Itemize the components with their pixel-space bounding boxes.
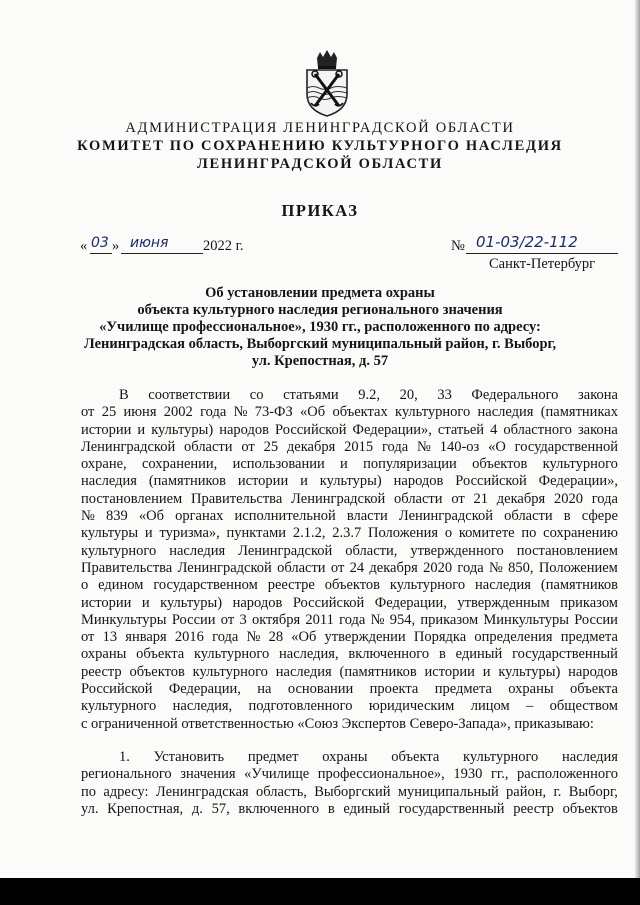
body-word: Российской — [275, 421, 347, 438]
body-word: охране, — [81, 456, 127, 473]
body-word: Правительства — [81, 559, 173, 576]
body-word: № — [417, 438, 431, 455]
body-word: народов — [219, 421, 269, 438]
date-day-handwritten: 03 — [91, 235, 109, 251]
body-word: Российской — [81, 681, 153, 698]
body-word: приказом — [420, 611, 479, 628]
body-line — [81, 422, 618, 439]
body-word: культуры) — [319, 473, 382, 490]
body-word: пунктами — [226, 525, 287, 542]
date-open-quote: « — [80, 238, 88, 254]
body-word: областного — [503, 421, 572, 438]
body-word: объектов — [324, 577, 381, 594]
date-year: 2022 г. — [203, 238, 244, 254]
body-word: от — [451, 490, 465, 507]
header-region: ЛЕНИНГРАДСКОЙ ОБЛАСТИ — [197, 156, 443, 172]
body-word: 2011 — [305, 611, 334, 628]
body-word: наследия, — [279, 646, 339, 663]
body-word: Федерации, — [374, 594, 447, 611]
body-word: «Училище — [244, 766, 310, 783]
body-word: статьей — [437, 421, 485, 438]
body-word: власти — [346, 508, 388, 525]
body-word: утвержденного — [410, 542, 504, 559]
body-word: истории — [424, 663, 475, 680]
title-line: «Училище профессиональное», 1930 гг., расположенного по адресу: — [99, 319, 541, 335]
date-close-quote: » — [112, 238, 120, 254]
body-word: истории — [237, 473, 289, 490]
body-word: сфере — [581, 508, 618, 525]
body-word: Установить — [153, 748, 225, 765]
body-word: туризма», — [159, 525, 220, 542]
body-line — [81, 560, 618, 577]
body-word: № — [246, 629, 261, 646]
body-line — [81, 491, 618, 508]
body-word: о — [444, 525, 453, 542]
body-word: приказом — [560, 594, 618, 611]
body-word: охраны — [322, 748, 368, 765]
body-word: обществом — [549, 698, 618, 715]
body-line — [81, 664, 618, 681]
body-word: Минкультуры — [81, 611, 167, 628]
body-word: 954, — [389, 611, 416, 628]
body-word: Крепостная, — [107, 800, 184, 817]
body-word: д. — [191, 800, 203, 817]
body-word: 33 — [437, 387, 452, 403]
body-word: район, — [506, 783, 547, 800]
body-word: Выборгский — [314, 783, 391, 800]
body-word: декабря — [496, 490, 546, 507]
body-word: В — [119, 387, 129, 403]
body-word: культуры) — [151, 421, 214, 438]
body-word: о — [81, 577, 89, 594]
body-word: от — [81, 629, 95, 646]
body-line: с ограниченной ответственностью «Союз Экспертов Северо-Запада», приказываю: — [81, 715, 594, 732]
body-word: по — [81, 783, 97, 800]
title-line: ул. Крепостная, д. 57 — [251, 353, 389, 369]
body-word: предмета — [560, 629, 618, 646]
body-word: охраны — [81, 646, 127, 663]
body-word: – — [526, 698, 534, 715]
body-word: на — [257, 681, 272, 698]
body-word: от — [241, 438, 255, 455]
body-word: ул. — [81, 800, 99, 817]
body-word: 57, — [211, 800, 230, 817]
body-word: лицом — [470, 698, 510, 715]
body-word: 2020 — [553, 490, 583, 507]
scan-edge-shadow — [634, 0, 640, 878]
body-word: 20, — [399, 387, 418, 403]
body-line — [81, 766, 618, 783]
body-word: года — [381, 438, 409, 455]
body-line — [81, 681, 618, 698]
body-word: России — [171, 611, 216, 628]
body-word: наследия — [169, 542, 226, 559]
body-word: Положением — [538, 559, 618, 576]
body-word: Выборг, — [568, 783, 618, 800]
body-line — [81, 595, 618, 612]
body-word: проекта — [369, 681, 419, 698]
body-word: культурного — [394, 404, 471, 421]
body-word: Российской — [455, 473, 527, 490]
body-word: Ленинградская — [155, 783, 249, 800]
body-word: Ленинградской — [398, 508, 494, 525]
body-word: и — [144, 525, 153, 542]
body-word: Порядка — [413, 629, 467, 646]
order-number-sign: № — [451, 238, 465, 254]
body-word: муниципальный — [397, 783, 499, 800]
body-word: 13 — [102, 629, 118, 646]
body-line — [81, 404, 618, 421]
body-word: года — [212, 629, 239, 646]
body-word: объектов — [129, 663, 185, 680]
body-word: определения — [474, 629, 553, 646]
body-word: от — [220, 611, 235, 628]
body-word: культурного — [81, 542, 157, 559]
body-word: наследия — [562, 748, 618, 765]
body-word: популяризации — [363, 456, 457, 473]
body-word: 850, — [508, 559, 534, 576]
body-word: культурного — [389, 577, 466, 594]
place-of-issue: Санкт-Петербург — [489, 256, 596, 272]
body-word: культуры — [81, 525, 139, 542]
body-word: № — [81, 508, 95, 525]
order-number-handwritten: 01-03/22-112 — [476, 233, 578, 251]
body-word: области — [394, 490, 443, 507]
body-word: статьями — [283, 387, 339, 403]
body-word: (памятников — [339, 663, 417, 680]
body-line — [81, 473, 618, 490]
body-word: 25 — [263, 438, 279, 455]
body-word: 2016 — [174, 629, 204, 646]
title-line: Ленинградская область, Выборгский муниципальный район, г. Выборг, — [83, 336, 557, 352]
body-word: культурного — [463, 748, 539, 765]
body-word: едином — [98, 577, 144, 594]
body-word: года — [339, 611, 366, 628]
header-administration: АДМИНИСТРАЦИЯ ЛЕНИНГРАДСКОЙ ОБЛАСТИ — [125, 120, 515, 136]
body-word: Ленинградской — [291, 490, 386, 507]
body-word: Федерального — [471, 387, 559, 403]
body-word: гг., — [490, 766, 509, 783]
body-word: области, — [345, 542, 398, 559]
body-word: объекта — [569, 681, 618, 698]
body-word: объектов — [472, 456, 528, 473]
body-word: народов — [393, 473, 444, 490]
body-word: (памятников — [540, 577, 618, 594]
body-word: Ленинградской — [177, 559, 272, 576]
body-word: области — [504, 508, 553, 525]
body-line — [81, 629, 618, 646]
body-word: государственный — [398, 800, 505, 817]
body-word: 2002 — [163, 404, 193, 421]
body-word: Ленинградской — [238, 542, 333, 559]
body-line — [81, 698, 618, 715]
body-word: подготовленного — [248, 698, 353, 715]
body-word: реестре — [267, 577, 315, 594]
body-word: № — [488, 559, 503, 576]
body-word: октября — [251, 611, 301, 628]
body-word: культурного — [542, 456, 618, 473]
body-word: юридическим — [368, 698, 455, 715]
body-word: культурного — [81, 698, 157, 715]
body-word: (памятниках — [540, 404, 618, 421]
body-word: объектов — [562, 800, 618, 817]
body-word: истории — [81, 594, 132, 611]
body-word: закона — [577, 421, 618, 438]
body-word: в — [438, 646, 446, 663]
body-word: января — [125, 629, 167, 646]
body-word: объекта — [136, 646, 185, 663]
body-line — [81, 612, 618, 629]
paragraph-gap — [81, 733, 618, 749]
body-word: государственный — [512, 646, 618, 663]
body-word: объекта — [391, 748, 440, 765]
body-word: Федерации, — [168, 681, 241, 698]
date-month-underline — [121, 253, 203, 254]
body-word: Федерации», — [538, 473, 618, 490]
body-word: постановлением — [516, 542, 618, 559]
body-word: культуры) — [498, 663, 561, 680]
header-committee: КОМИТЕТ ПО СОХРАНЕНИЮ КУЛЬТУРНОГО НАСЛЕДИЯ — [77, 138, 563, 154]
body-word: 2015 — [344, 438, 374, 455]
body-word: государственном — [153, 577, 258, 594]
body-line — [81, 387, 618, 404]
body-word: область, — [255, 783, 307, 800]
order-body — [81, 387, 618, 818]
body-word: года — [591, 490, 618, 507]
title-line: объекта культурного наследия регионального значения — [137, 302, 503, 318]
body-word: в — [327, 800, 335, 817]
body-word: расположенного — [517, 766, 618, 783]
body-word: 2.3.7 — [332, 525, 362, 542]
body-line — [81, 456, 618, 473]
order-title — [0, 285, 640, 370]
body-word: основании — [287, 681, 354, 698]
body-line — [81, 543, 618, 560]
body-word: «Об — [300, 404, 326, 421]
body-word: органах — [175, 508, 224, 525]
date-month-handwritten: июня — [130, 235, 169, 251]
body-word: от — [81, 404, 95, 421]
body-word: 839 — [105, 508, 128, 525]
body-word: России — [574, 611, 618, 628]
body-word: использовании — [232, 456, 325, 473]
body-word: наследия — [81, 473, 137, 490]
body-word: комитете — [458, 525, 515, 542]
body-line — [81, 577, 618, 594]
body-line — [81, 784, 618, 801]
body-word: 25 — [101, 404, 117, 421]
body-word: охраны — [508, 681, 554, 698]
body-word: (памятников — [148, 473, 226, 490]
body-word: года — [457, 559, 484, 576]
body-word: и — [482, 663, 491, 680]
body-word: со — [249, 387, 264, 403]
body-word: наследия — [477, 404, 534, 421]
body-word: сохранении, — [141, 456, 218, 473]
body-word: объектах — [332, 404, 388, 421]
body-word: предмета — [434, 681, 492, 698]
body-word: единый — [455, 646, 503, 663]
body-word: адресу: — [103, 783, 149, 800]
body-word: 140-оз — [439, 438, 480, 455]
body-word: культуры) — [160, 594, 223, 611]
body-word: г. — [553, 783, 562, 800]
body-word: истории — [81, 421, 132, 438]
order-number-underline — [466, 253, 618, 254]
date-day-underline — [90, 253, 112, 254]
body-word: июня — [123, 404, 157, 421]
body-word: культурного — [192, 663, 268, 680]
body-word: утвержденным — [457, 594, 550, 611]
body-word: 2020 — [423, 559, 453, 576]
body-word: 1. — [119, 748, 130, 765]
body-word: декабря — [286, 438, 336, 455]
body-word: включенного — [348, 646, 430, 663]
body-line — [81, 646, 618, 663]
body-word: декабря — [369, 559, 418, 576]
body-word: народов — [568, 663, 618, 680]
body-word: и — [141, 594, 150, 611]
body-word: включенного — [238, 800, 320, 817]
body-word: Российской — [292, 594, 365, 611]
body-word: культурного — [193, 646, 270, 663]
document-type-heading: ПРИКАЗ — [281, 201, 359, 220]
body-word: 73-ФЗ — [254, 404, 293, 421]
body-word: Федерации», — [352, 421, 432, 438]
body-word: профессиональное», — [317, 766, 445, 783]
body-word: и — [137, 421, 146, 438]
body-word: постановлением — [81, 490, 183, 507]
body-word: «Об — [291, 629, 317, 646]
body-word: закона — [578, 387, 618, 403]
body-word: реестр — [81, 663, 122, 680]
body-word: 2.1.2, — [292, 525, 326, 542]
body-word: № — [370, 611, 385, 628]
body-word: предмет — [247, 748, 299, 765]
coat-of-arms-emblem — [303, 48, 351, 118]
body-word: 3 — [239, 611, 247, 628]
title-line: Об установлении предмета охраны — [205, 285, 435, 301]
body-word: сохранению — [543, 525, 618, 542]
body-word: Правительства — [191, 490, 283, 507]
body-word: области — [277, 559, 326, 576]
body-word: «О — [488, 438, 506, 455]
body-word: 21 — [473, 490, 488, 507]
body-word: наследия, — [172, 698, 233, 715]
body-word: Положения — [367, 525, 439, 542]
body-line — [81, 508, 618, 525]
body-word: и — [300, 473, 308, 490]
body-word: 24 — [349, 559, 365, 576]
body-line — [81, 801, 618, 818]
body-word: Ленинградской — [81, 438, 176, 455]
body-word: по — [521, 525, 537, 542]
body-word: регионального — [81, 766, 172, 783]
body-word: в — [563, 508, 571, 525]
body-word: 28 — [268, 629, 284, 646]
body-word: 9.2, — [358, 387, 380, 403]
body-word: единый — [343, 800, 391, 817]
body-word: области — [184, 438, 233, 455]
body-line — [81, 749, 618, 766]
body-word: Минкультуры — [483, 611, 569, 628]
body-word: исполнительной — [234, 508, 336, 525]
body-line — [81, 439, 618, 456]
body-word: 1930 — [453, 766, 483, 783]
body-word: и — [340, 456, 348, 473]
body-word: № — [233, 404, 248, 421]
body-word: наследия — [275, 663, 332, 680]
body-word: реестр — [513, 800, 554, 817]
body-word: «Об — [138, 508, 164, 525]
body-word: наследия — [475, 577, 531, 594]
body-word: утверждении — [324, 629, 406, 646]
body-word: от — [330, 559, 345, 576]
body-word: значения — [180, 766, 236, 783]
body-word: государственной — [514, 438, 618, 455]
body-word: 4 — [490, 421, 498, 438]
body-line — [81, 525, 618, 542]
body-word: соответствии — [148, 387, 231, 403]
body-word: года — [200, 404, 227, 421]
body-word: народов — [232, 594, 283, 611]
